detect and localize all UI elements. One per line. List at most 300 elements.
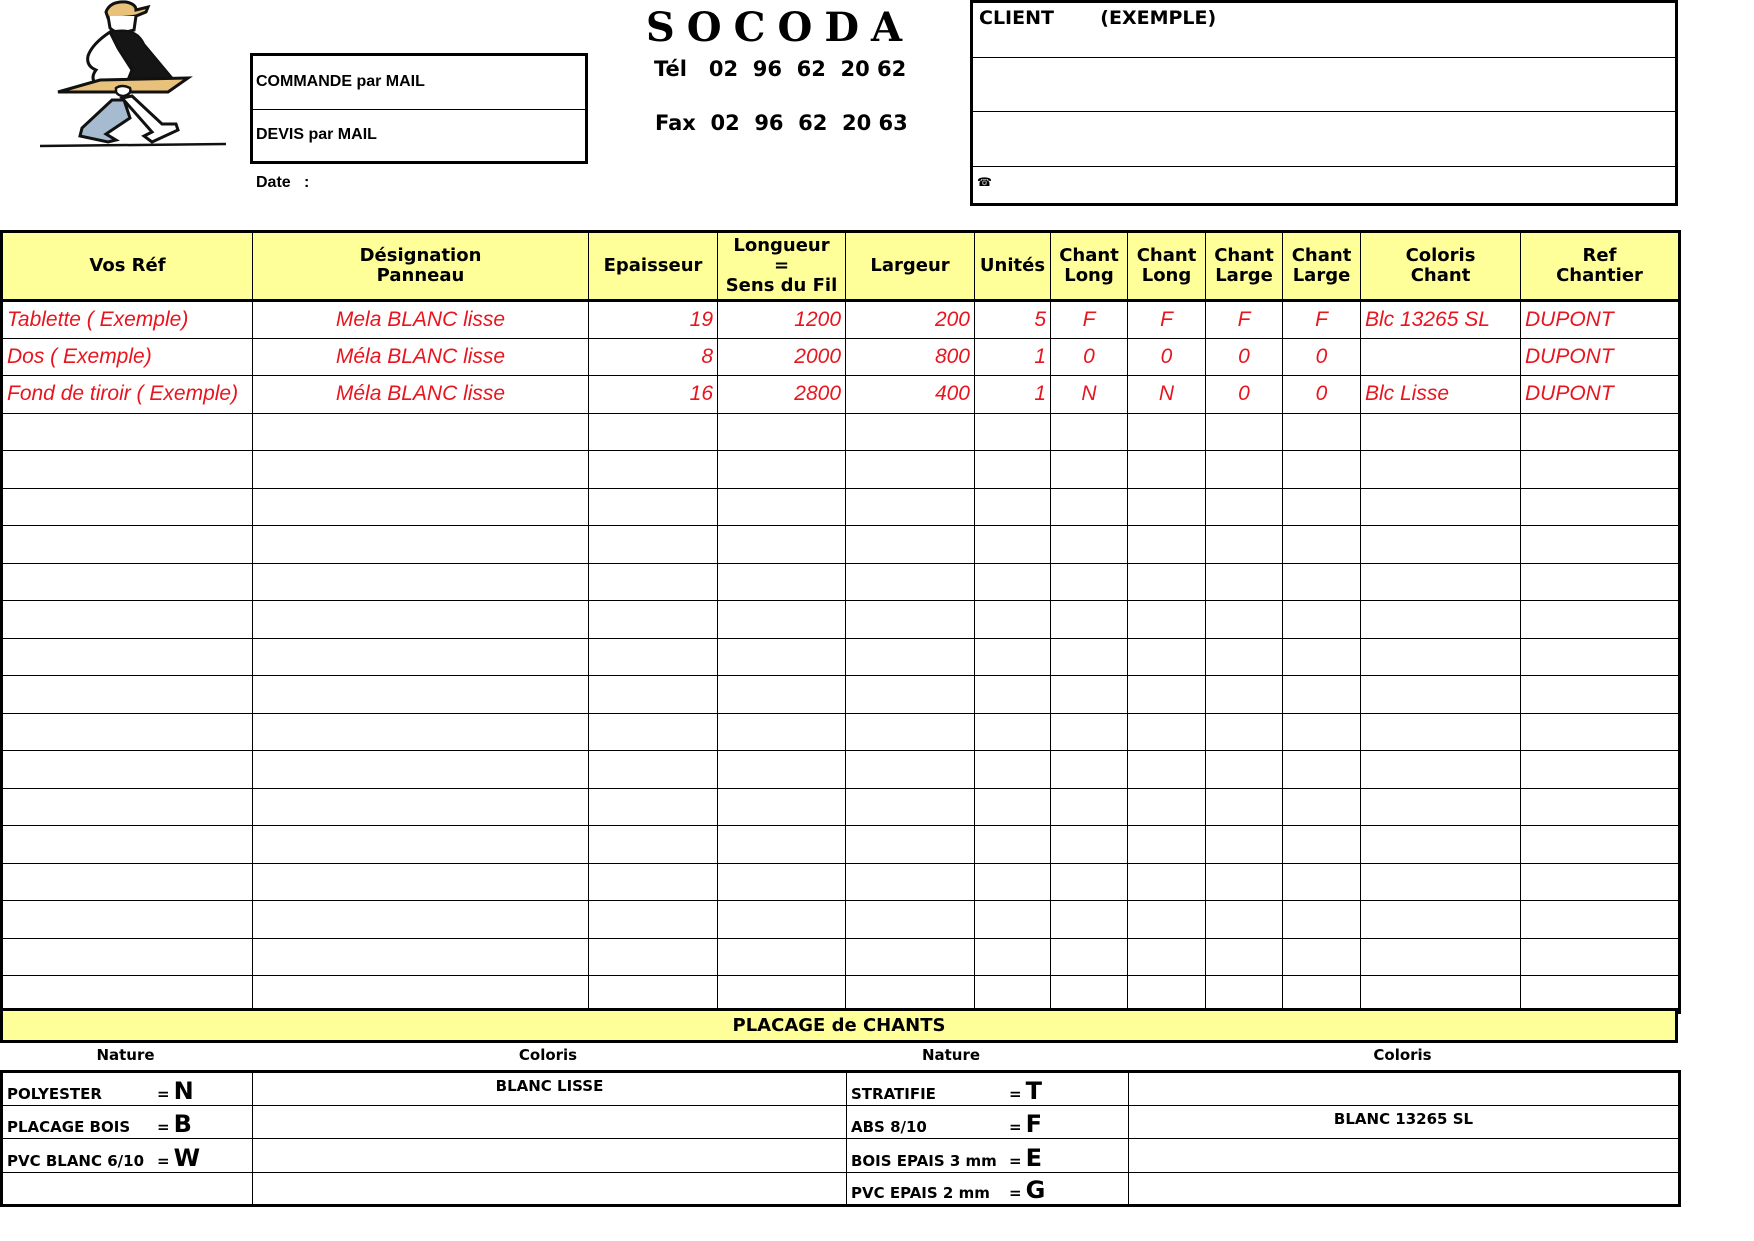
cell-chant-long-1[interactable] bbox=[1051, 601, 1128, 639]
column-header-unites: Unités bbox=[975, 232, 1051, 301]
cell-epaisseur[interactable]: 19 bbox=[589, 301, 718, 339]
edge-code: E bbox=[1025, 1143, 1042, 1172]
table-row bbox=[2, 751, 1680, 789]
right-coloris-cell[interactable]: BLANC 13265 SL bbox=[1129, 1105, 1680, 1139]
cell-ref-chantier[interactable] bbox=[1521, 826, 1680, 864]
cell-vos-ref[interactable] bbox=[2, 713, 253, 751]
fax-line bbox=[640, 111, 920, 135]
table-row bbox=[2, 451, 1680, 489]
equals-sign: = bbox=[1009, 1151, 1022, 1170]
cell-epaisseur[interactable]: 8 bbox=[589, 338, 718, 376]
cell-vos-ref[interactable] bbox=[2, 488, 253, 526]
cell-coloris-chant[interactable] bbox=[1361, 863, 1521, 901]
cell-epaisseur[interactable] bbox=[589, 601, 718, 639]
cell-unites[interactable]: 1 bbox=[975, 338, 1051, 376]
nature-entry bbox=[7, 1139, 248, 1172]
cell-chant-large-2[interactable]: 0 bbox=[1283, 376, 1361, 414]
telephone-number: 02 96 62 20 62 bbox=[708, 57, 907, 81]
cell-chant-large-2[interactable] bbox=[1283, 526, 1361, 564]
cell-longueur[interactable] bbox=[718, 863, 846, 901]
cell-chant-large-2[interactable] bbox=[1283, 488, 1361, 526]
table-row bbox=[2, 938, 1680, 976]
cell-longueur[interactable] bbox=[718, 676, 846, 714]
cell-ref-chantier[interactable] bbox=[1521, 413, 1680, 451]
cell-chant-long-1[interactable] bbox=[1051, 751, 1128, 789]
cell-unites[interactable] bbox=[975, 601, 1051, 639]
cell-chant-long-2[interactable]: N bbox=[1128, 376, 1206, 414]
cell-largeur[interactable] bbox=[846, 751, 975, 789]
column-header-coloris-chant: Coloris Chant bbox=[1361, 232, 1521, 301]
cell-chant-long-1[interactable] bbox=[1051, 938, 1128, 976]
cell-chant-large-1[interactable] bbox=[1206, 563, 1283, 601]
cell-chant-large-1[interactable] bbox=[1206, 601, 1283, 639]
column-header-vos-ref: Vos Réf bbox=[2, 232, 253, 301]
cell-epaisseur[interactable] bbox=[589, 526, 718, 564]
cell-chant-large-2[interactable]: 0 bbox=[1283, 338, 1361, 376]
cell-ref-chantier[interactable] bbox=[1521, 713, 1680, 751]
cell-coloris-chant[interactable] bbox=[1361, 601, 1521, 639]
company-name: SOCODA bbox=[645, 4, 915, 51]
cell-largeur[interactable] bbox=[846, 938, 975, 976]
right-nature-cell bbox=[847, 1139, 1129, 1173]
column-header-designation-panneau: Désignation Panneau bbox=[253, 232, 589, 301]
cell-chant-long-1[interactable] bbox=[1051, 451, 1128, 489]
column-header-chant-long-1: Chant Long bbox=[1051, 232, 1128, 301]
cell-chant-long-2[interactable] bbox=[1128, 451, 1206, 489]
cell-ref-chantier[interactable]: DUPONT bbox=[1521, 301, 1680, 339]
table-row bbox=[2, 601, 1680, 639]
cell-chant-long-1[interactable]: 0 bbox=[1051, 338, 1128, 376]
cell-epaisseur[interactable] bbox=[589, 826, 718, 864]
cell-coloris-chant[interactable] bbox=[1361, 788, 1521, 826]
column-header-ref-chantier: Ref Chantier bbox=[1521, 232, 1680, 301]
cell-chant-long-2[interactable]: F bbox=[1128, 301, 1206, 339]
cell-longueur[interactable]: 2000 bbox=[718, 338, 846, 376]
cell-coloris-chant[interactable] bbox=[1361, 451, 1521, 489]
cell-chant-long-2[interactable] bbox=[1128, 938, 1206, 976]
table-row bbox=[2, 863, 1680, 901]
cell-unites[interactable] bbox=[975, 638, 1051, 676]
cell-unites[interactable] bbox=[975, 826, 1051, 864]
cell-largeur[interactable] bbox=[846, 526, 975, 564]
cell-chant-large-2[interactable] bbox=[1283, 938, 1361, 976]
cell-chant-large-1[interactable]: 0 bbox=[1206, 376, 1283, 414]
cell-epaisseur[interactable] bbox=[589, 751, 718, 789]
cell-longueur[interactable] bbox=[718, 638, 846, 676]
table-row bbox=[2, 826, 1680, 864]
cell-unites[interactable]: 1 bbox=[975, 376, 1051, 414]
cell-unites[interactable] bbox=[975, 676, 1051, 714]
cell-epaisseur[interactable] bbox=[589, 788, 718, 826]
cell-chant-long-1[interactable] bbox=[1051, 526, 1128, 564]
cell-longueur[interactable]: 2800 bbox=[718, 376, 846, 414]
cell-ref-chantier[interactable] bbox=[1521, 901, 1680, 939]
cell-longueur[interactable] bbox=[718, 751, 846, 789]
legend-row bbox=[2, 1139, 1680, 1173]
cell-chant-large-1[interactable] bbox=[1206, 751, 1283, 789]
cell-chant-long-2[interactable] bbox=[1128, 488, 1206, 526]
cell-longueur[interactable] bbox=[718, 413, 846, 451]
table-row bbox=[2, 338, 1680, 376]
cell-vos-ref[interactable] bbox=[2, 901, 253, 939]
cell-unites[interactable] bbox=[975, 901, 1051, 939]
cell-coloris-chant[interactable] bbox=[1361, 826, 1521, 864]
cell-designation-panneau[interactable]: Mela BLANC lisse bbox=[253, 301, 589, 339]
cell-largeur[interactable] bbox=[846, 863, 975, 901]
table-row bbox=[2, 563, 1680, 601]
left-coloris-cell[interactable]: BLANC LISSE bbox=[253, 1072, 847, 1106]
cell-chant-long-1[interactable]: N bbox=[1051, 376, 1128, 414]
cell-coloris-chant[interactable] bbox=[1361, 751, 1521, 789]
equals-sign: = bbox=[157, 1118, 170, 1136]
cell-largeur[interactable] bbox=[846, 601, 975, 639]
nature-label: BOIS EPAIS 3 mm bbox=[851, 1151, 997, 1170]
cell-coloris-chant[interactable] bbox=[1361, 638, 1521, 676]
cell-chant-long-2[interactable] bbox=[1128, 863, 1206, 901]
right-nature-cell bbox=[847, 1105, 1129, 1139]
cell-coloris-chant[interactable] bbox=[1361, 563, 1521, 601]
telephone-line bbox=[640, 57, 920, 81]
cell-chant-long-2[interactable] bbox=[1128, 676, 1206, 714]
cell-coloris-chant[interactable]: Blc 13265 SL bbox=[1361, 301, 1521, 339]
equals-sign: = bbox=[1009, 1184, 1022, 1202]
cell-vos-ref[interactable]: Tablette ( Exemple) bbox=[2, 301, 253, 339]
left-coloris-cell[interactable] bbox=[253, 1172, 847, 1206]
cell-ref-chantier[interactable] bbox=[1521, 526, 1680, 564]
edge-code: F bbox=[1025, 1110, 1042, 1138]
cell-chant-large-1[interactable]: 0 bbox=[1206, 338, 1283, 376]
cell-chant-large-1[interactable] bbox=[1206, 413, 1283, 451]
cell-unites[interactable] bbox=[975, 451, 1051, 489]
cell-chant-long-1[interactable] bbox=[1051, 901, 1128, 939]
right-nature-header: Nature bbox=[921, 1046, 981, 1064]
cell-chant-large-2[interactable] bbox=[1283, 638, 1361, 676]
cell-unites[interactable] bbox=[975, 751, 1051, 789]
legend-row bbox=[2, 1072, 1680, 1106]
cell-chant-large-2[interactable] bbox=[1283, 676, 1361, 714]
cell-chant-large-2[interactable] bbox=[1283, 863, 1361, 901]
cell-epaisseur[interactable] bbox=[589, 563, 718, 601]
cell-epaisseur[interactable] bbox=[589, 676, 718, 714]
equals-sign: = bbox=[1009, 1118, 1022, 1136]
cell-largeur[interactable] bbox=[846, 413, 975, 451]
nature-entry bbox=[851, 1173, 1124, 1205]
edge-code: N bbox=[173, 1076, 194, 1105]
cell-chant-long-2[interactable]: 0 bbox=[1128, 338, 1206, 376]
cell-longueur[interactable] bbox=[718, 713, 846, 751]
cell-chant-long-1[interactable] bbox=[1051, 713, 1128, 751]
cell-longueur[interactable] bbox=[718, 601, 846, 639]
right-coloris-cell[interactable] bbox=[1129, 1072, 1680, 1106]
cell-chant-large-1[interactable] bbox=[1206, 826, 1283, 864]
cell-designation-panneau[interactable] bbox=[253, 638, 589, 676]
cell-chant-long-1[interactable] bbox=[1051, 826, 1128, 864]
client-label bbox=[979, 7, 1216, 29]
cell-vos-ref[interactable] bbox=[2, 601, 253, 639]
cell-designation-panneau[interactable] bbox=[253, 751, 589, 789]
cell-largeur[interactable] bbox=[846, 788, 975, 826]
cell-coloris-chant[interactable] bbox=[1361, 338, 1521, 376]
cell-ref-chantier[interactable] bbox=[1521, 788, 1680, 826]
cell-chant-large-2[interactable]: F bbox=[1283, 301, 1361, 339]
order-table bbox=[0, 230, 1678, 1014]
cell-chant-large-1[interactable] bbox=[1206, 788, 1283, 826]
cell-vos-ref[interactable] bbox=[2, 938, 253, 976]
table-body bbox=[2, 301, 1680, 1014]
nature-entry bbox=[851, 1139, 1124, 1172]
fax-label: Fax bbox=[655, 111, 696, 135]
cell-designation-panneau[interactable] bbox=[253, 413, 589, 451]
cell-chant-large-2[interactable] bbox=[1283, 826, 1361, 864]
quote-by-mail-option[interactable]: DEVIS par MAIL bbox=[256, 125, 377, 143]
cell-chant-large-2[interactable] bbox=[1283, 788, 1361, 826]
cell-chant-long-1[interactable] bbox=[1051, 788, 1128, 826]
cell-chant-long-2[interactable] bbox=[1128, 601, 1206, 639]
cell-unites[interactable] bbox=[975, 938, 1051, 976]
cell-coloris-chant[interactable] bbox=[1361, 488, 1521, 526]
cell-ref-chantier[interactable] bbox=[1521, 563, 1680, 601]
cell-chant-large-2[interactable] bbox=[1283, 601, 1361, 639]
cell-designation-panneau[interactable] bbox=[253, 826, 589, 864]
right-coloris-header: Coloris bbox=[1373, 1046, 1432, 1064]
cell-coloris-chant[interactable] bbox=[1361, 713, 1521, 751]
edge-banding-section-title: PLACAGE de CHANTS bbox=[0, 1008, 1678, 1043]
cell-largeur[interactable] bbox=[846, 638, 975, 676]
cell-chant-large-1[interactable] bbox=[1206, 638, 1283, 676]
cell-designation-panneau[interactable] bbox=[253, 788, 589, 826]
cell-chant-long-2[interactable] bbox=[1128, 563, 1206, 601]
cell-longueur[interactable] bbox=[718, 451, 846, 489]
cell-unites[interactable] bbox=[975, 413, 1051, 451]
cell-vos-ref[interactable] bbox=[2, 863, 253, 901]
cell-ref-chantier[interactable] bbox=[1521, 601, 1680, 639]
client-address-line-2[interactable] bbox=[973, 111, 1675, 167]
nature-label: POLYESTER bbox=[7, 1084, 102, 1103]
cell-longueur[interactable] bbox=[718, 788, 846, 826]
fax-number: 02 96 62 20 63 bbox=[710, 111, 908, 135]
cell-vos-ref[interactable] bbox=[2, 451, 253, 489]
cell-designation-panneau[interactable] bbox=[253, 526, 589, 564]
cell-chant-large-2[interactable] bbox=[1283, 751, 1361, 789]
cell-ref-chantier[interactable] bbox=[1521, 863, 1680, 901]
cell-longueur[interactable]: 1200 bbox=[718, 301, 846, 339]
cell-largeur[interactable] bbox=[846, 713, 975, 751]
right-nature-cell bbox=[847, 1072, 1129, 1106]
edge-code: W bbox=[173, 1143, 201, 1172]
cell-largeur[interactable]: 200 bbox=[846, 301, 975, 339]
right-coloris-cell[interactable] bbox=[1129, 1172, 1680, 1206]
cell-designation-panneau[interactable]: Méla BLANC lisse bbox=[253, 376, 589, 414]
cell-designation-panneau[interactable]: Méla BLANC lisse bbox=[253, 338, 589, 376]
cell-epaisseur[interactable] bbox=[589, 638, 718, 676]
cell-coloris-chant[interactable] bbox=[1361, 938, 1521, 976]
date-label: Date : bbox=[256, 174, 310, 191]
cell-chant-large-1[interactable] bbox=[1206, 488, 1283, 526]
cell-largeur[interactable] bbox=[846, 826, 975, 864]
cell-ref-chantier[interactable] bbox=[1521, 488, 1680, 526]
cell-ref-chantier[interactable] bbox=[1521, 638, 1680, 676]
edge-code: G bbox=[1025, 1176, 1046, 1204]
cell-coloris-chant[interactable] bbox=[1361, 413, 1521, 451]
cell-vos-ref[interactable]: Fond de tiroir ( Exemple) bbox=[2, 376, 253, 414]
cell-chant-long-1[interactable] bbox=[1051, 488, 1128, 526]
cell-epaisseur[interactable] bbox=[589, 488, 718, 526]
cell-vos-ref[interactable] bbox=[2, 638, 253, 676]
client-label-text: CLIENT bbox=[979, 7, 1054, 29]
cell-epaisseur[interactable] bbox=[589, 413, 718, 451]
cell-chant-long-2[interactable] bbox=[1128, 526, 1206, 564]
cell-chant-long-2[interactable] bbox=[1128, 413, 1206, 451]
table-row bbox=[2, 638, 1680, 676]
cell-longueur[interactable] bbox=[718, 826, 846, 864]
cell-chant-large-2[interactable] bbox=[1283, 901, 1361, 939]
right-coloris-cell[interactable] bbox=[1129, 1139, 1680, 1173]
nature-entry bbox=[7, 1173, 248, 1205]
cell-chant-long-2[interactable] bbox=[1128, 638, 1206, 676]
cell-vos-ref[interactable] bbox=[2, 788, 253, 826]
column-header-chant-long-2: Chant Long bbox=[1128, 232, 1206, 301]
cell-epaisseur[interactable] bbox=[589, 938, 718, 976]
cell-unites[interactable] bbox=[975, 788, 1051, 826]
cell-chant-large-1[interactable] bbox=[1206, 713, 1283, 751]
order-by-mail-option[interactable]: COMMANDE par MAIL bbox=[253, 56, 585, 110]
cell-longueur[interactable] bbox=[718, 526, 846, 564]
client-box bbox=[970, 0, 1678, 206]
cell-chant-large-1[interactable] bbox=[1206, 451, 1283, 489]
cell-chant-long-2[interactable] bbox=[1128, 788, 1206, 826]
table-row bbox=[2, 413, 1680, 451]
cell-unites[interactable] bbox=[975, 488, 1051, 526]
cell-epaisseur[interactable] bbox=[589, 901, 718, 939]
cell-epaisseur[interactable] bbox=[589, 713, 718, 751]
cell-largeur[interactable] bbox=[846, 563, 975, 601]
cell-chant-large-2[interactable] bbox=[1283, 563, 1361, 601]
cell-unites[interactable]: 5 bbox=[975, 301, 1051, 339]
cell-chant-large-2[interactable] bbox=[1283, 413, 1361, 451]
cell-unites[interactable] bbox=[975, 563, 1051, 601]
cell-coloris-chant[interactable]: Blc Lisse bbox=[1361, 376, 1521, 414]
cell-epaisseur[interactable] bbox=[589, 863, 718, 901]
cell-unites[interactable] bbox=[975, 526, 1051, 564]
cell-coloris-chant[interactable] bbox=[1361, 526, 1521, 564]
cell-chant-large-1[interactable] bbox=[1206, 863, 1283, 901]
cell-designation-panneau[interactable] bbox=[253, 451, 589, 489]
cell-chant-long-2[interactable] bbox=[1128, 751, 1206, 789]
nature-label: PVC BLANC 6/10 bbox=[7, 1151, 145, 1170]
cell-vos-ref[interactable] bbox=[2, 413, 253, 451]
nature-label: PLACAGE BOIS bbox=[7, 1118, 131, 1136]
cell-chant-long-1[interactable] bbox=[1051, 863, 1128, 901]
edge-code: T bbox=[1025, 1076, 1042, 1105]
cell-vos-ref[interactable] bbox=[2, 751, 253, 789]
cell-designation-panneau[interactable] bbox=[253, 863, 589, 901]
cell-designation-panneau[interactable] bbox=[253, 488, 589, 526]
cell-epaisseur[interactable] bbox=[589, 451, 718, 489]
cell-vos-ref[interactable] bbox=[2, 526, 253, 564]
cell-vos-ref[interactable] bbox=[2, 826, 253, 864]
client-address-line-1[interactable] bbox=[973, 57, 1675, 112]
cell-chant-long-2[interactable] bbox=[1128, 826, 1206, 864]
cell-largeur[interactable]: 400 bbox=[846, 376, 975, 414]
edge-banding-legend-table bbox=[0, 1070, 1678, 1207]
cell-chant-long-1[interactable] bbox=[1051, 676, 1128, 714]
column-header-largeur: Largeur bbox=[846, 232, 975, 301]
cell-largeur[interactable] bbox=[846, 676, 975, 714]
cell-chant-large-1[interactable] bbox=[1206, 938, 1283, 976]
cell-ref-chantier[interactable] bbox=[1521, 676, 1680, 714]
equals-sign: = bbox=[157, 1084, 170, 1103]
cell-designation-panneau[interactable] bbox=[253, 713, 589, 751]
nature-entry bbox=[851, 1073, 1124, 1105]
cell-vos-ref[interactable] bbox=[2, 563, 253, 601]
legend-row bbox=[2, 1105, 1680, 1139]
cell-longueur[interactable] bbox=[718, 938, 846, 976]
cell-chant-long-1[interactable] bbox=[1051, 563, 1128, 601]
cell-chant-long-2[interactable] bbox=[1128, 901, 1206, 939]
cell-ref-chantier[interactable]: DUPONT bbox=[1521, 338, 1680, 376]
column-header-longueur: Longueur = Sens du Fil bbox=[718, 232, 846, 301]
cell-chant-large-1[interactable] bbox=[1206, 901, 1283, 939]
cell-vos-ref[interactable]: Dos ( Exemple) bbox=[2, 338, 253, 376]
cell-largeur[interactable]: 800 bbox=[846, 338, 975, 376]
cell-chant-long-1[interactable] bbox=[1051, 638, 1128, 676]
cell-unites[interactable] bbox=[975, 713, 1051, 751]
cell-longueur[interactable] bbox=[718, 488, 846, 526]
cell-chant-long-1[interactable]: F bbox=[1051, 301, 1128, 339]
order-type-box bbox=[250, 53, 588, 164]
table-row bbox=[2, 301, 1680, 339]
cell-designation-panneau[interactable] bbox=[253, 901, 589, 939]
left-nature-header: Nature bbox=[96, 1046, 155, 1064]
cell-coloris-chant[interactable] bbox=[1361, 676, 1521, 714]
cell-ref-chantier[interactable] bbox=[1521, 938, 1680, 976]
cell-designation-panneau[interactable] bbox=[253, 601, 589, 639]
cell-unites[interactable] bbox=[975, 863, 1051, 901]
client-name-field[interactable] bbox=[973, 3, 1675, 58]
cell-vos-ref[interactable] bbox=[2, 676, 253, 714]
cell-chant-large-1[interactable] bbox=[1206, 526, 1283, 564]
cell-epaisseur[interactable]: 16 bbox=[589, 376, 718, 414]
cell-designation-panneau[interactable] bbox=[253, 676, 589, 714]
cell-largeur[interactable] bbox=[846, 451, 975, 489]
cell-longueur[interactable] bbox=[718, 563, 846, 601]
cell-coloris-chant[interactable] bbox=[1361, 901, 1521, 939]
left-coloris-cell[interactable] bbox=[253, 1105, 847, 1139]
telephone-label: Tél bbox=[654, 57, 687, 81]
cell-ref-chantier[interactable] bbox=[1521, 751, 1680, 789]
left-nature-cell bbox=[2, 1105, 253, 1139]
cell-chant-large-1[interactable]: F bbox=[1206, 301, 1283, 339]
nature-entry bbox=[851, 1106, 1124, 1139]
left-coloris-cell[interactable] bbox=[253, 1139, 847, 1173]
cell-largeur[interactable] bbox=[846, 901, 975, 939]
cell-ref-chantier[interactable] bbox=[1521, 451, 1680, 489]
table-row bbox=[2, 376, 1680, 414]
cell-designation-panneau[interactable] bbox=[253, 938, 589, 976]
cell-chant-large-1[interactable] bbox=[1206, 676, 1283, 714]
cell-chant-large-2[interactable] bbox=[1283, 713, 1361, 751]
cell-designation-panneau[interactable] bbox=[253, 563, 589, 601]
column-header-chant-large-2: Chant Large bbox=[1283, 232, 1361, 301]
table-row bbox=[2, 788, 1680, 826]
cell-chant-long-2[interactable] bbox=[1128, 713, 1206, 751]
nature-label: ABS 8/10 bbox=[851, 1118, 927, 1136]
cell-largeur[interactable] bbox=[846, 488, 975, 526]
cell-ref-chantier[interactable]: DUPONT bbox=[1521, 376, 1680, 414]
cell-chant-long-1[interactable] bbox=[1051, 413, 1128, 451]
cell-chant-large-2[interactable] bbox=[1283, 451, 1361, 489]
cell-longueur[interactable] bbox=[718, 901, 846, 939]
